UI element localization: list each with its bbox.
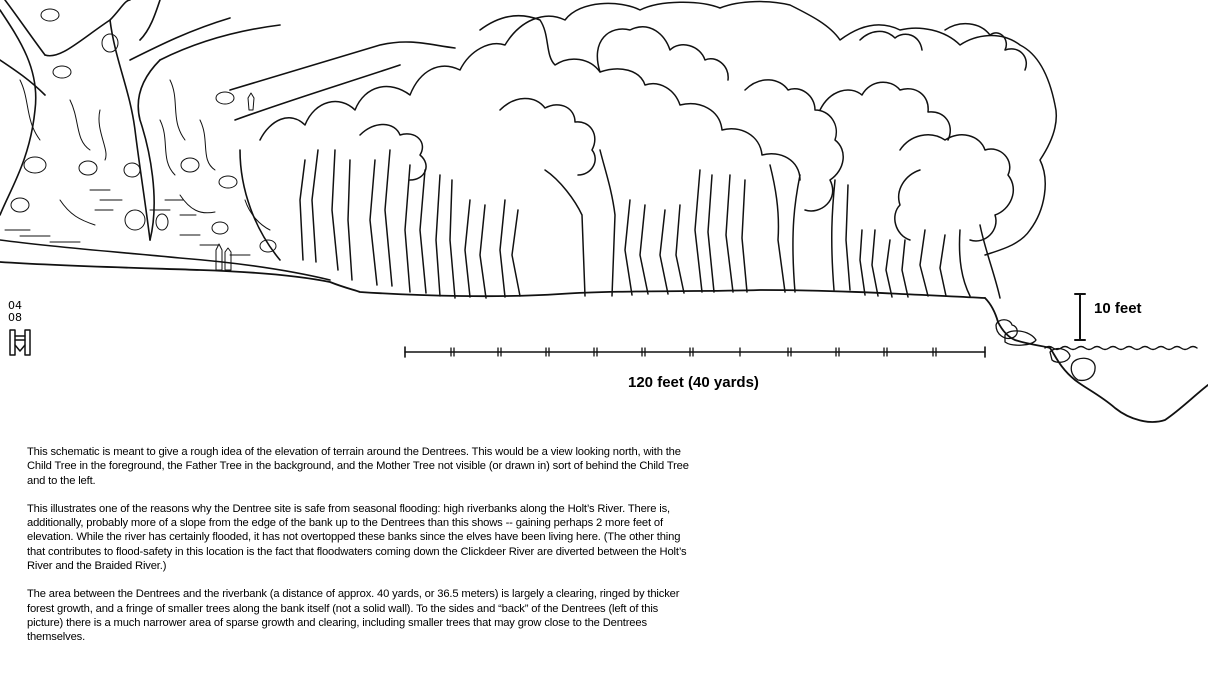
description-paragraph-1: This schematic is meant to give a rough idea of the elevation of terrain around the Dentrees. This would be a view looking north, with the Child Tree in the foreground, the Father Tree in the background, and the Mother Tree not visible (or drawn in) sort of behind the Child Tree and to the left. [27,446,689,487]
signature-month: 04 [8,299,22,312]
description-paragraph-2: This illustrates one of the reasons why the Dentree site is safe from seasonal flooding: high riverbanks along the Holt’s River. There is, additionally, probably more of a slope from the edge of the bank up to the Dentrees than this shows -- gaining perhaps 2 more feet of elevation. While the river has certainly flooded, it has not overtopped these banks since the elves have been living here. (The other thing that contributes to flood-safety in this location is the fact that floodwaters coming down the Clickdeer River are diverted between the Holt’s River and the Braided River.) [27,502,687,573]
horizontal-scale-label: 120 feet (40 yards) [628,374,759,391]
dentrees-trunks [0,0,455,280]
horizontal-scale-bar [405,347,985,357]
description-text [27,445,697,659]
vertical-scale-label: 10 feet [1094,300,1142,317]
forest-canopy [260,2,1056,255]
vertical-scale-bar [1075,294,1085,340]
signature-year: 08 [8,311,22,324]
description-paragraph-3: The area between the Dentrees and the riverbank (a distance of approx. 40 yards, or 36.5 meters) is largely a clearing, ringed by thicker forest growth, and a fringe of smaller trees along the bank itself (not a solid wall). To the sides and “back” of the Dentrees (left of this picture) there is a much narrower area of sparse growth and clearing, including smaller trees that may grow close to the Dentrees themselves. [27,588,680,644]
signature-date [8,300,38,324]
artist-monogram-icon [10,330,30,355]
ground-profile [0,262,1208,422]
